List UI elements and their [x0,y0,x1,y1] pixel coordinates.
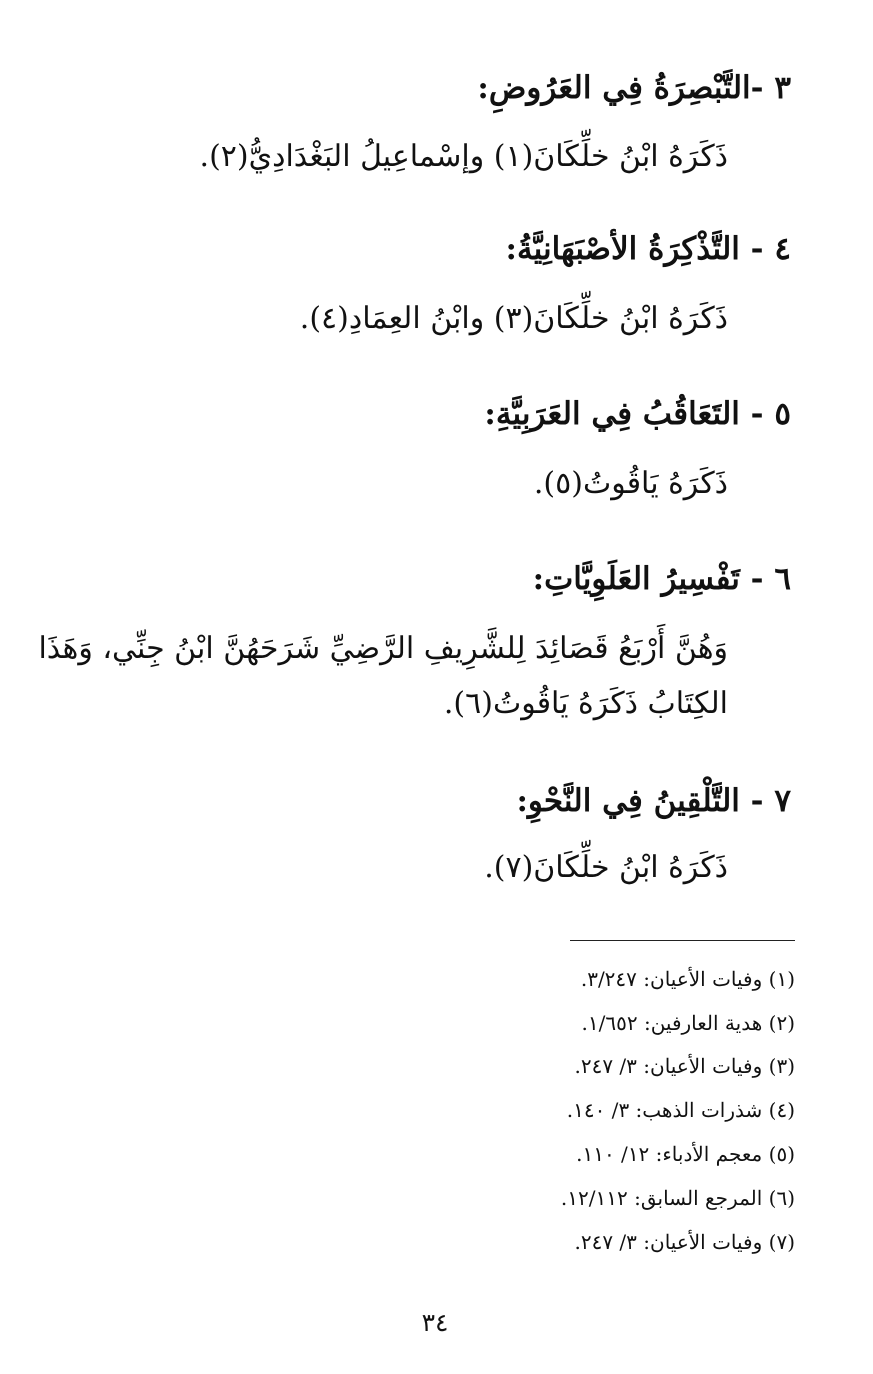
footnote-4: (٤) شذرات الذهب: ٣/ ١٤٠. [566,1098,795,1122]
section-text-6-line-1: وَهُنَّ أَرْبَعُ قَصَائِدَ لِلشَّرِيفِ الرَّضِيِّ شَرَحَهُنَّ ابْنُ جِنِّي، وَهَذَا [38,631,728,666]
footnote-5: (٥) معجم الأدباء: ١٢/ ١١٠. [576,1142,795,1166]
footnote-2: (٢) هدية العارفين: ١/٦٥٢. [581,1011,795,1035]
section-text-6-line-2: الكِتَابُ ذَكَرَهُ يَاقُوتُ(٦). [443,686,728,721]
section-text-4: ذَكَرَهُ ابْنُ خلِّكَانَ(٣) وابْنُ العِمَادِ(٤). [299,301,728,336]
footnote-1: (١) وفيات الأعيان: ٣/٢٤٧. [580,967,795,991]
section-text-5: ذَكَرَهُ يَاقُوتُ(٥). [533,466,728,501]
footnote-divider [570,940,795,941]
section-heading-3: ٣ -التَّبْصِرَةُ فِي العَرُوضِ: [477,70,791,106]
section-heading-4: ٤ - التَّذْكِرَةُ الأصْبَهَانِيَّةُ: [505,231,791,267]
footnote-7: (٧) وفيات الأعيان: ٣/ ٢٤٧. [574,1230,795,1254]
section-heading-5: ٥ - التَعَاقُبُ فِي العَرَبِيَّةِ: [484,396,791,432]
section-heading-6: ٦ - تَفْسِيرُ العَلَوِيَّاتِ: [532,561,791,597]
section-text-7: ذَكَرَهُ ابْنُ خلِّكَانَ(٧). [484,850,728,885]
section-text-3: ذَكَرَهُ ابْنُ خلِّكَانَ(١) وإسْماعِيلُ البَغْدَادِيُّ(٢). [199,139,728,174]
section-heading-7: ٧ - التَّلْقِينُ فِي النَّحْوِ: [516,783,791,819]
footnote-3: (٣) وفيات الأعيان: ٣/ ٢٤٧. [574,1054,795,1078]
page-number: ٣٤ [421,1308,449,1337]
footnote-6: (٦) المرجع السابق: ١٢/١١٢. [560,1186,795,1210]
